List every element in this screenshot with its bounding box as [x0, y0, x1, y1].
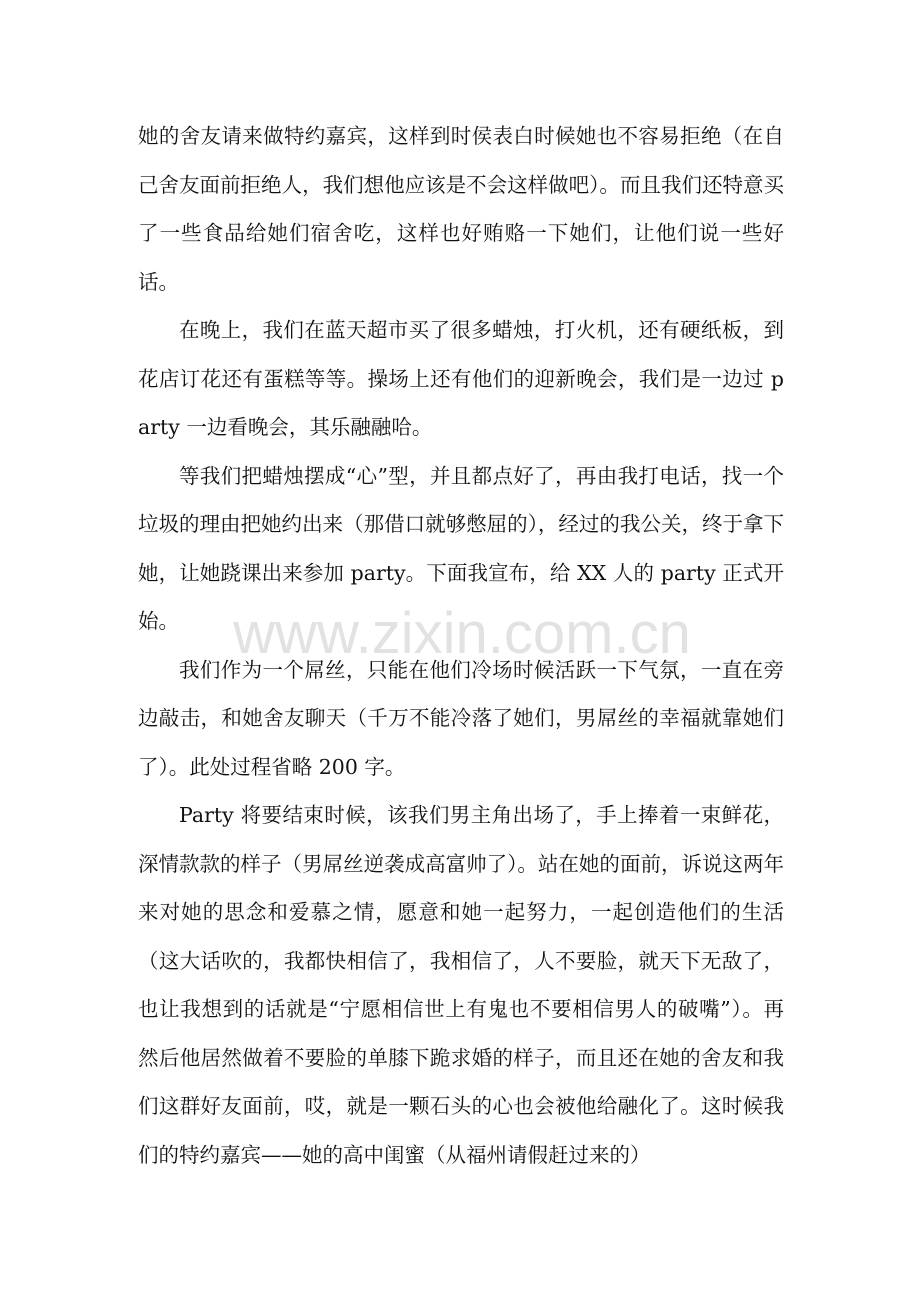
- watermark-text: www.zixin.com.cn: [233, 601, 691, 666]
- document-body: [138, 112, 784, 1179]
- paragraph-4: 我们作为一个屌丝，只能在他们冷场时候活跃一下气氛，一直在旁边敲击，和她舍友聊天（千万不能冷落了她们，男屌丝的幸福就靠她们了）。此处过程省略 200 字。: [138, 657, 784, 779]
- paragraph-2: 在晚上，我们在蓝天超市买了很多蜡烛，打火机，还有硬纸板，到花店订花还有蛋糕等等。操场上还有他们的迎新晚会，我们是一边过 party 一边看晚会，其乐融融哈。: [138, 318, 784, 439]
- paragraph-5: Party 将要结束时候，该我们男主角出场了，手上捧着一束鲜花，深情款款的样子（男屌丝逆袭成高富帅了）。站在她的面前，诉说这两年来对她的思念和爱慕之情，愿意和她一起努力，一起创造他们的生活（这大话吹的，我都快相信了，我相信了，人不要脸，就天下无敌了，也让我想到的话就是“宁愿相信世上有鬼也不要相信男人的破嘴”）。再然后他居然做着不要脸的单膝下跪求婚的样子，而且还在她的舍友和我们这群好友面前，哎，就是一颗石头的心也会被他给融化了。这时候我们的特约嘉宾——她的高中闺蜜（从福州请假赶过来的）: [138, 803, 784, 1167]
- paragraph-3: 等我们把蜡烛摆成“心”型，并且都点好了，再由我打电话，找一个垃圾的理由把她约出来（那借口就够憋屈的），经过的我公关，终于拿下她，让她跷课出来参加 party。下面我宣布，给 XX 人的 party 正式开始。: [138, 463, 784, 633]
- paragraph-1: 她的舍友请来做特约嘉宾，这样到时侯表白时候她也不容易拒绝（在自己舍友面前拒绝人，我们想他应该是不会这样做吧）。而且我们还特意买了一些食品给她们宿舍吃，这样也好贿赂一下她们，让他们说一些好话。: [138, 124, 784, 294]
